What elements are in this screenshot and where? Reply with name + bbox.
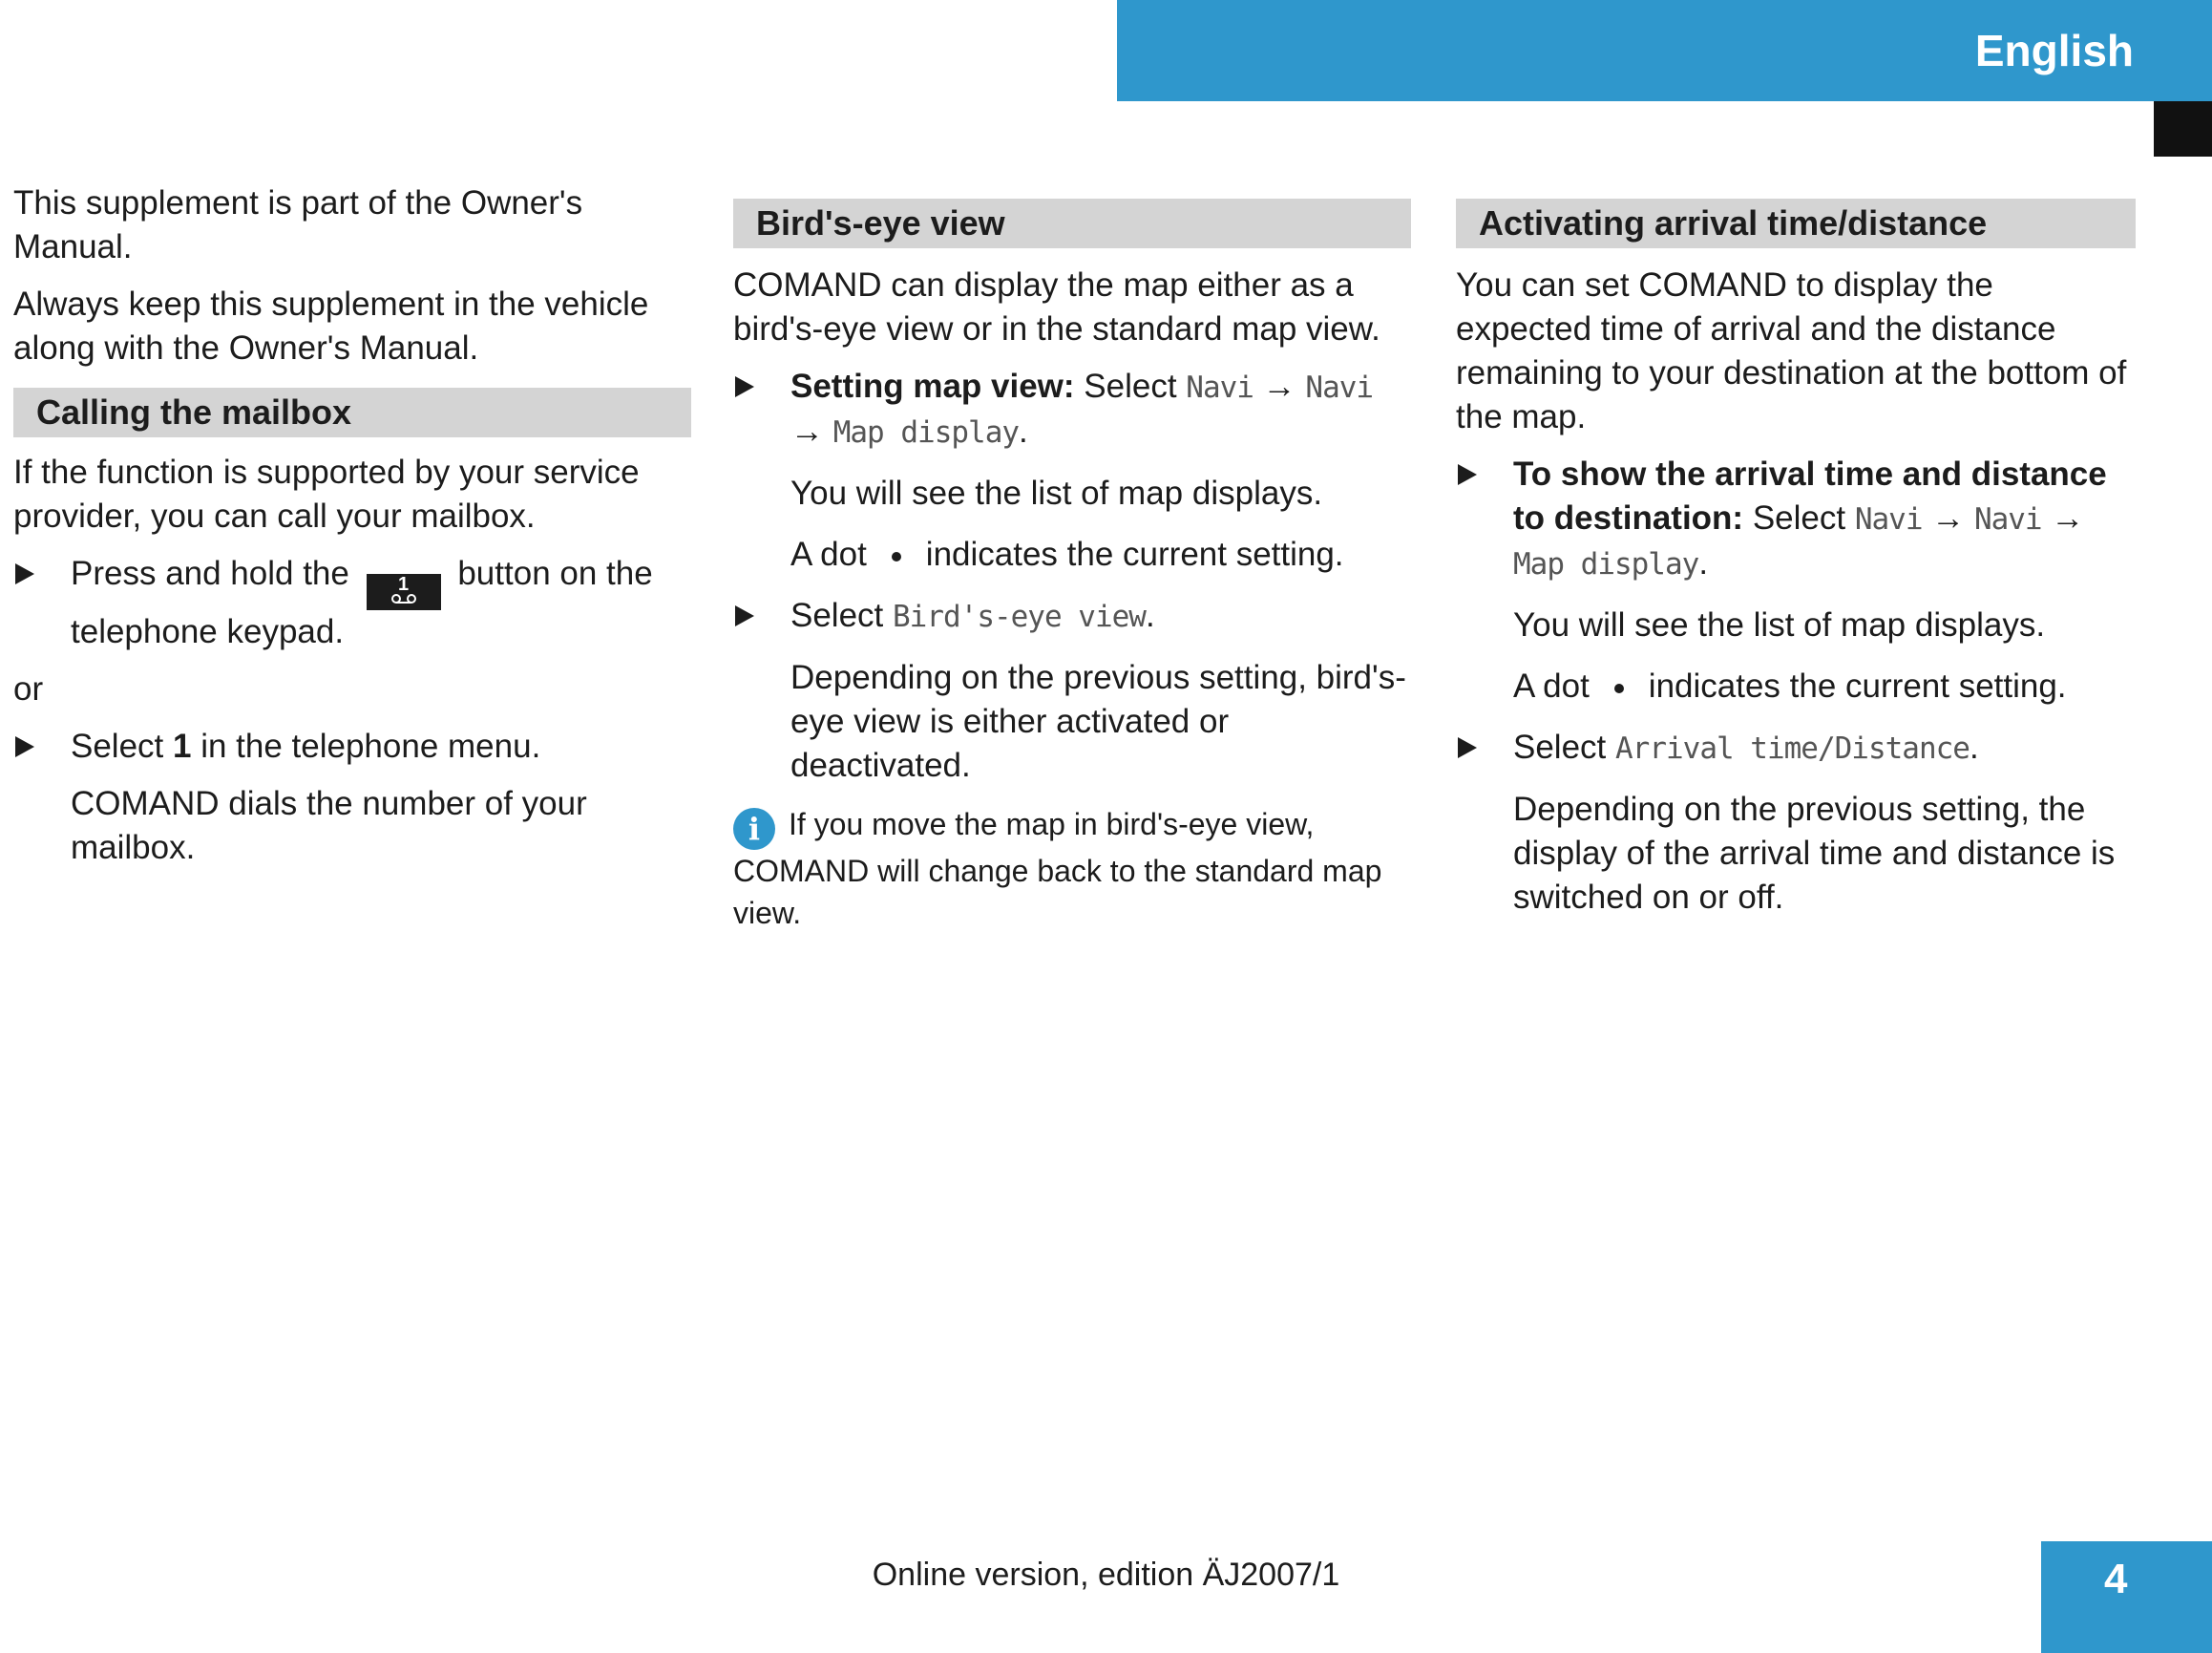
arrival-step-1 [1456, 453, 2136, 586]
step-2-key: 1 [173, 728, 192, 765]
dot-text-after: indicates the current setting. [1648, 668, 2067, 705]
bullet-dot-icon [892, 552, 901, 562]
tape-symbol-icon [391, 593, 416, 604]
arrival-step-2 [1456, 726, 2136, 771]
birds-eye-result-2: Depending on the previous setting, bird's-eye view is either activated or deactivated. [790, 659, 1406, 784]
section-heading-birds-eye: Bird's-eye view [733, 199, 1411, 248]
menu-item-birds-eye-view: Bird's-eye view [893, 600, 1146, 634]
menu-item-navi: Navi [1973, 502, 2042, 537]
mailbox-step-1 [13, 552, 691, 654]
step-1-label: Setting map view: [790, 368, 1075, 405]
birds-eye-step-1 [733, 365, 1411, 455]
language-label: English [1974, 26, 2134, 75]
bullet-dot-icon [1614, 684, 1624, 693]
menu-item-navi: Navi [1854, 502, 1923, 537]
step-1-text-after: button on the telephone keypad. [71, 555, 653, 650]
birds-eye-dot-line [733, 533, 1411, 577]
keypad-digit: 1 [398, 574, 410, 595]
step-1-text: Select [1074, 368, 1187, 405]
menu-item-arrival-time-distance: Arrival time/Distance [1615, 731, 1970, 766]
period: . [1019, 413, 1028, 450]
step-arrow-icon [15, 563, 34, 584]
step-2-text: Select [1513, 729, 1615, 766]
language-tab [1117, 0, 2212, 101]
step-1-label: To show the arrival time and distance to destination: [1513, 456, 2107, 537]
birds-eye-body: COMAND can display the map either as a bird's-eye view or in the standard map view. [733, 266, 1380, 348]
info-note [733, 803, 1411, 934]
footer-edition: Online version, edition ÄJ2007/1 [872, 1557, 1340, 1593]
column-arrival-time [1456, 181, 2136, 920]
step-arrow-icon [735, 376, 754, 397]
dot-text-before: A dot [790, 536, 867, 573]
arrival-dot-line [1456, 665, 2136, 709]
birds-eye-step-2 [733, 594, 1411, 639]
arrival-body: You can set COMAND to display the expected time of arrival and the distance remaining to your destination at the bottom of the map. [1456, 266, 2127, 435]
dot-text-after: indicates the current setting. [925, 536, 1344, 573]
step-2-text: Select [790, 597, 893, 634]
mailbox-body: If the function is supported by your service provider, you can call your mailbox. [13, 454, 640, 535]
step-1-text: Select [1743, 499, 1855, 537]
step-arrow-icon [735, 605, 754, 626]
section-heading-arrival-time: Activating arrival time/distance [1456, 199, 2136, 248]
or-label: or [13, 670, 44, 708]
menu-arrow: → [1253, 368, 1306, 405]
birds-eye-result-1: You will see the list of map displays. [790, 475, 1323, 512]
menu-item-navi: Navi [1305, 371, 1374, 405]
period: . [1698, 544, 1709, 582]
step-1-text-before: Press and hold the [71, 555, 349, 592]
step-2-text-after: in the telephone menu. [191, 728, 541, 765]
menu-arrow: → [1922, 499, 1974, 537]
menu-item-navi: Navi [1186, 371, 1253, 405]
column-calling-mailbox [13, 181, 691, 870]
period: . [1145, 597, 1155, 634]
step-arrow-icon [15, 736, 34, 757]
mailbox-step-2 [13, 725, 691, 769]
menu-item-map-display: Map display [1513, 547, 1699, 582]
voicemail-key-icon [367, 574, 441, 610]
intro-paragraph-1: This supplement is part of the Owner's Manual. [13, 184, 583, 265]
intro-paragraph-2: Always keep this supplement in the vehicle along with the Owner's Manual. [13, 286, 649, 367]
menu-item-map-display: Map display [832, 415, 1020, 450]
menu-arrow: → [790, 413, 833, 450]
step-2-text: Select [71, 728, 173, 765]
period: . [1969, 729, 1979, 766]
arrival-result-2: Depending on the previous setting, the display of the arrival time and distance is switched on or off. [1513, 791, 2116, 916]
page-number-tab [2041, 1541, 2212, 1653]
step-arrow-icon [1458, 737, 1477, 758]
dot-text-before: A dot [1513, 668, 1590, 705]
column-birds-eye-view [733, 181, 1411, 934]
chapter-edge-marker [2154, 101, 2212, 157]
step-arrow-icon [1458, 464, 1477, 485]
page-number: 4 [2104, 1556, 2128, 1602]
menu-arrow: → [2041, 499, 2085, 537]
mailbox-result: COMAND dials the number of your mailbox. [71, 785, 587, 866]
section-heading-calling-mailbox: Calling the mailbox [13, 388, 691, 437]
arrival-result-1: You will see the list of map displays. [1513, 606, 2046, 644]
info-note-text: If you move the map in bird's-eye view, COMAND will change back to the standard map view. [733, 807, 1382, 930]
info-icon: i [733, 808, 775, 850]
